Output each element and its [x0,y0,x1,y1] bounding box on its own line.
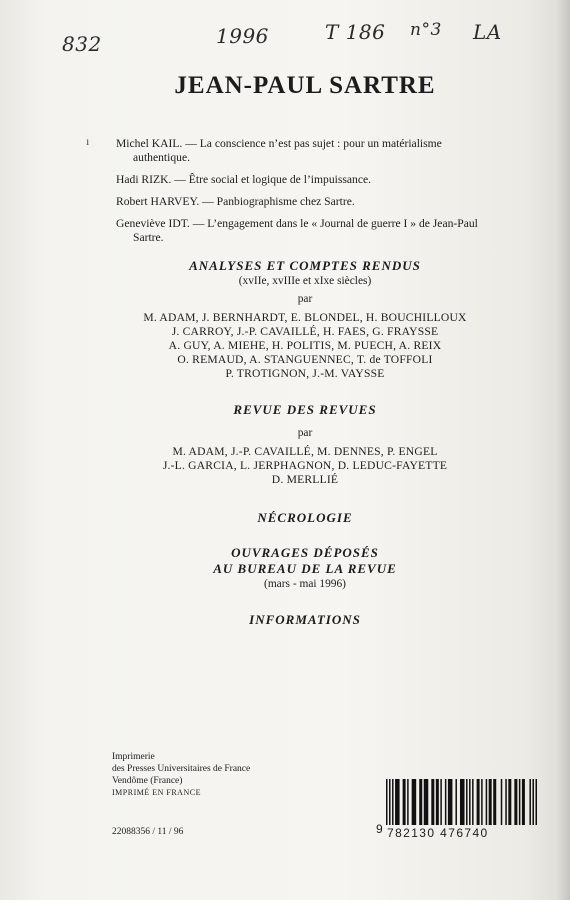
handwritten-note-year: 1996 [216,24,269,48]
printer-line: IMPRIMÉ EN FRANCE [112,788,201,797]
analyses-subtitle: (xvIIe, xvIIIe et xIxe siècles) [238,275,372,287]
article-author: Hadi RIZK. [116,173,172,186]
isbn-barcode [376,779,537,839]
revues-section [0,402,570,487]
analyses-par: par [297,293,313,305]
handwritten-note-volume: T 186 [325,20,386,44]
ouvrages-heading-line1: OUVRAGES DÉPOSÉS [231,545,379,560]
contributor-line: J.-L. GARCIA, L. JERPHAGNON, D. LEDUC-FAYETTE [162,459,448,472]
article-author: Robert HARVEY. [116,195,200,208]
margin-mark: ı [86,134,90,148]
informations-section [0,612,570,628]
ouvrages-section [0,545,570,590]
printer-imprint [112,751,250,799]
article-author: Michel KAIL. [116,137,183,150]
ouvrages-heading-line2: AU BUREAU DE LA REVUE [213,561,397,576]
printer-line: des Presses Universitaires de France [112,764,251,774]
barcode-first-digit: 9 [376,822,383,836]
contributor-line: P. TROTIGNON, J.-M. VAYSSE [225,367,385,380]
article-entry [116,173,492,187]
revues-contributors [0,445,570,487]
barcode-digits: 782130 476740 [387,826,489,840]
article-title: — Être social et logique de l’impuissance. [174,173,372,186]
necrologie-section [0,510,570,526]
contributor-line: A. GUY, A. MIEHE, H. POLITIS, M. PUECH, A. REIX [168,339,442,352]
contributor-line: D. MERLLIÉ [271,473,339,486]
necrologie-heading: NÉCROLOGIE [257,510,353,525]
ouvrages-subtitle: (mars - mai 1996) [264,578,346,590]
article-title: — Panbiographisme chez Sartre. [202,195,355,208]
revues-par: par [297,427,313,439]
contributor-line: J. CARROY, J.-P. CAVAILLÉ, H. FAES, G. FRAYSSE [171,325,439,338]
handwritten-note-la: LA [473,20,502,44]
handwritten-note-number: n°3 [410,20,442,40]
article-list [116,137,492,253]
article-entry [116,137,492,165]
contributor-line: O. REMAUD, A. STANGUENNEC, T. de TOFFOLI [177,353,433,366]
analyses-heading: ANALYSES ET COMPTES RENDUS [189,258,421,273]
analyses-contributors [0,311,570,381]
printer-line: Vendôme (France) [112,776,183,786]
contributor-line: M. ADAM, J. BERNHARDT, E. BLONDEL, H. BOUCHILLOUX [143,311,467,324]
article-entry [116,217,492,245]
informations-heading: INFORMATIONS [249,612,361,627]
article-author: Geneviève IDT. [116,217,190,230]
article-title: — La conscience n’est pas sujet : pour un matérialisme authentique. [133,137,442,164]
page-title: JEAN-PAUL SARTRE [174,72,436,99]
article-title: — L’engagement dans le « Journal de guerre I » de Jean-Paul Sartre. [133,217,478,244]
barcode-bars [386,779,537,825]
analyses-section [0,258,570,381]
printer-line: Imprimerie [112,752,155,762]
contributor-line: M. ADAM, J.-P. CAVAILLÉ, M. DENNES, P. ENGEL [172,445,438,458]
print-code: 22088356 / 11 / 96 [112,827,184,837]
handwritten-note-832: 832 [62,32,102,56]
revues-heading: REVUE DES REVUES [233,402,377,417]
article-entry [116,195,492,209]
